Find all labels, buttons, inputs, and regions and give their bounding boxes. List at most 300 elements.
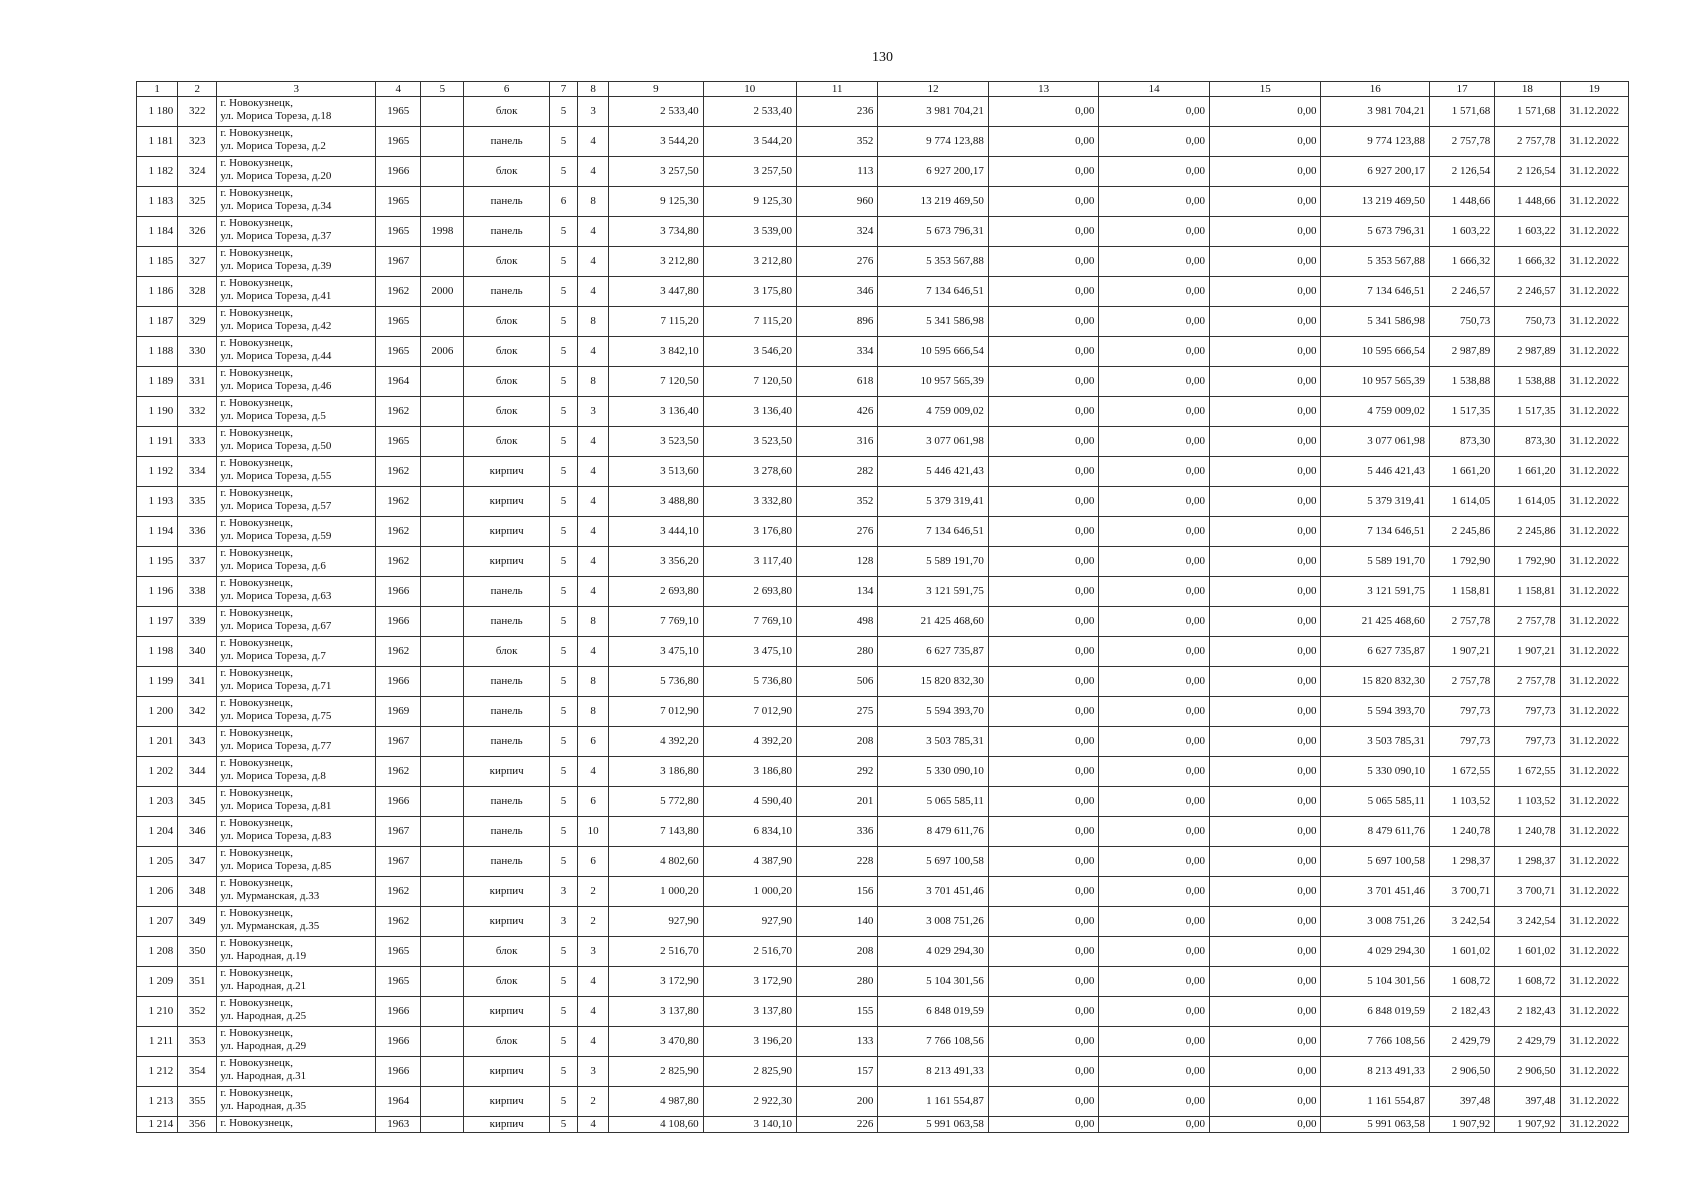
column-number-15: 15 [1209, 82, 1321, 97]
cell-col-15: 0,00 [1209, 637, 1321, 667]
cell-col-15: 0,00 [1209, 1117, 1321, 1133]
cell-col-1: 1 187 [137, 307, 178, 337]
table-row [137, 187, 1629, 217]
cell-col-9: 4 392,20 [609, 727, 703, 757]
cell-col-11: 113 [797, 157, 878, 187]
cell-col-7: 5 [549, 397, 577, 427]
cell-col-19: 31.12.2022 [1560, 937, 1628, 967]
cell-col-18: 1 608,72 [1495, 967, 1560, 997]
cell-col-10: 927,90 [703, 907, 796, 937]
cell-col-6: кирпич [464, 1057, 549, 1087]
cell-col-6: блок [464, 247, 549, 277]
cell-col-7: 5 [549, 937, 577, 967]
cell-col-3: г. Новокузнецк, [217, 1117, 376, 1133]
cell-col-7: 5 [549, 577, 577, 607]
cell-col-13: 0,00 [988, 217, 1099, 247]
cell-col-5 [421, 1027, 464, 1057]
cell-col-18: 2 126,54 [1495, 157, 1560, 187]
cell-col-7: 5 [549, 667, 577, 697]
cell-col-10: 3 136,40 [703, 397, 796, 427]
cell-col-16: 5 991 063,58 [1321, 1117, 1430, 1133]
cell-col-13: 0,00 [988, 547, 1099, 577]
cell-col-11: 134 [797, 577, 878, 607]
cell-col-6: блок [464, 427, 549, 457]
column-number-7: 7 [549, 82, 577, 97]
cell-col-12: 3 503 785,31 [878, 727, 989, 757]
cell-col-1: 1 206 [137, 877, 178, 907]
cell-col-10: 2 516,70 [703, 937, 796, 967]
cell-col-8: 4 [578, 217, 609, 247]
table-row [137, 367, 1629, 397]
cell-col-4: 1964 [376, 367, 421, 397]
cell-col-7: 5 [549, 997, 577, 1027]
cell-col-5 [421, 937, 464, 967]
cell-col-6: блок [464, 307, 549, 337]
cell-col-18: 1 614,05 [1495, 487, 1560, 517]
cell-col-13: 0,00 [988, 697, 1099, 727]
cell-col-2: 351 [178, 967, 217, 997]
cell-col-7: 5 [549, 727, 577, 757]
cell-col-12: 5 341 586,98 [878, 307, 989, 337]
cell-col-5 [421, 1057, 464, 1087]
cell-col-18: 1 448,66 [1495, 187, 1560, 217]
cell-col-9: 7 012,90 [609, 697, 703, 727]
cell-col-11: 324 [797, 217, 878, 247]
cell-col-12: 5 065 585,11 [878, 787, 989, 817]
cell-col-7: 5 [549, 847, 577, 877]
cell-col-8: 8 [578, 667, 609, 697]
cell-col-11: 334 [797, 337, 878, 367]
column-number-16: 16 [1321, 82, 1430, 97]
cell-col-14: 0,00 [1099, 1027, 1210, 1057]
cell-col-13: 0,00 [988, 907, 1099, 937]
cell-col-14: 0,00 [1099, 817, 1210, 847]
table-row [137, 247, 1629, 277]
cell-col-4: 1965 [376, 967, 421, 997]
cell-col-18: 750,73 [1495, 307, 1560, 337]
cell-col-4: 1962 [376, 397, 421, 427]
cell-col-7: 5 [549, 1117, 577, 1133]
table-row [137, 517, 1629, 547]
cell-col-6: блок [464, 937, 549, 967]
cell-col-19: 31.12.2022 [1560, 247, 1628, 277]
cell-col-8: 8 [578, 607, 609, 637]
cell-col-14: 0,00 [1099, 487, 1210, 517]
cell-col-3: г. Новокузнецк, ул. Народная, д.19 [217, 937, 376, 967]
cell-col-8: 8 [578, 367, 609, 397]
cell-col-18: 873,30 [1495, 427, 1560, 457]
table-row [137, 727, 1629, 757]
cell-col-2: 324 [178, 157, 217, 187]
cell-col-5 [421, 787, 464, 817]
cell-col-17: 1 158,81 [1429, 577, 1494, 607]
cell-col-10: 2 922,30 [703, 1087, 796, 1117]
cell-col-18: 2 245,86 [1495, 517, 1560, 547]
cell-col-13: 0,00 [988, 427, 1099, 457]
cell-col-12: 5 589 191,70 [878, 547, 989, 577]
table-row [137, 427, 1629, 457]
cell-col-17: 1 661,20 [1429, 457, 1494, 487]
cell-col-19: 31.12.2022 [1560, 127, 1628, 157]
cell-col-17: 2 757,78 [1429, 127, 1494, 157]
cell-col-3: г. Новокузнецк, ул. Мориса Тореза, д.5 [217, 397, 376, 427]
cell-col-1: 1 204 [137, 817, 178, 847]
cell-col-11: 282 [797, 457, 878, 487]
cell-col-10: 3 475,10 [703, 637, 796, 667]
cell-col-17: 2 245,86 [1429, 517, 1494, 547]
cell-col-6: кирпич [464, 1117, 549, 1133]
cell-col-2: 348 [178, 877, 217, 907]
cell-col-16: 3 121 591,75 [1321, 577, 1430, 607]
table-row [137, 577, 1629, 607]
cell-col-13: 0,00 [988, 247, 1099, 277]
cell-col-4: 1962 [376, 757, 421, 787]
cell-col-7: 5 [549, 97, 577, 127]
cell-col-17: 2 126,54 [1429, 157, 1494, 187]
cell-col-4: 1962 [376, 517, 421, 547]
cell-col-4: 1965 [376, 127, 421, 157]
cell-col-8: 4 [578, 757, 609, 787]
cell-col-3: г. Новокузнецк, ул. Мориса Тореза, д.41 [217, 277, 376, 307]
cell-col-18: 1 158,81 [1495, 577, 1560, 607]
cell-col-13: 0,00 [988, 517, 1099, 547]
cell-col-14: 0,00 [1099, 1057, 1210, 1087]
cell-col-7: 5 [549, 337, 577, 367]
cell-col-14: 0,00 [1099, 157, 1210, 187]
column-number-11: 11 [797, 82, 878, 97]
cell-col-2: 338 [178, 577, 217, 607]
table-row [137, 697, 1629, 727]
cell-col-7: 5 [549, 217, 577, 247]
cell-col-15: 0,00 [1209, 247, 1321, 277]
cell-col-8: 6 [578, 847, 609, 877]
cell-col-18: 797,73 [1495, 727, 1560, 757]
cell-col-19: 31.12.2022 [1560, 577, 1628, 607]
cell-col-17: 1 614,05 [1429, 487, 1494, 517]
cell-col-13: 0,00 [988, 277, 1099, 307]
cell-col-18: 2 757,78 [1495, 667, 1560, 697]
cell-col-3: г. Новокузнецк, ул. Мурманская, д.33 [217, 877, 376, 907]
cell-col-15: 0,00 [1209, 187, 1321, 217]
cell-col-16: 6 627 735,87 [1321, 637, 1430, 667]
cell-col-16: 5 379 319,41 [1321, 487, 1430, 517]
cell-col-7: 5 [549, 967, 577, 997]
cell-col-7: 5 [549, 1027, 577, 1057]
cell-col-6: панель [464, 817, 549, 847]
cell-col-5 [421, 307, 464, 337]
cell-col-18: 1 571,68 [1495, 97, 1560, 127]
cell-col-5 [421, 187, 464, 217]
cell-col-3: г. Новокузнецк, ул. Народная, д.21 [217, 967, 376, 997]
cell-col-9: 927,90 [609, 907, 703, 937]
cell-col-10: 7 120,50 [703, 367, 796, 397]
cell-col-14: 0,00 [1099, 757, 1210, 787]
cell-col-6: панель [464, 847, 549, 877]
cell-col-16: 3 008 751,26 [1321, 907, 1430, 937]
column-number-4: 4 [376, 82, 421, 97]
cell-col-17: 1 448,66 [1429, 187, 1494, 217]
cell-col-14: 0,00 [1099, 877, 1210, 907]
cell-col-11: 200 [797, 1087, 878, 1117]
cell-col-3: г. Новокузнецк, ул. Мориса Тореза, д.18 [217, 97, 376, 127]
cell-col-19: 31.12.2022 [1560, 397, 1628, 427]
cell-col-7: 5 [549, 157, 577, 187]
cell-col-3: г. Новокузнецк, ул. Мориса Тореза, д.59 [217, 517, 376, 547]
cell-col-10: 7 769,10 [703, 607, 796, 637]
cell-col-9: 3 356,20 [609, 547, 703, 577]
cell-col-2: 354 [178, 1057, 217, 1087]
cell-col-12: 8 213 491,33 [878, 1057, 989, 1087]
cell-col-5 [421, 367, 464, 397]
column-number-12: 12 [878, 82, 989, 97]
cell-col-10: 3 186,80 [703, 757, 796, 787]
cell-col-2: 341 [178, 667, 217, 697]
cell-col-9: 2 516,70 [609, 937, 703, 967]
cell-col-7: 5 [549, 697, 577, 727]
cell-col-1: 1 205 [137, 847, 178, 877]
table-row [137, 637, 1629, 667]
cell-col-6: блок [464, 1027, 549, 1057]
cell-col-15: 0,00 [1209, 1027, 1321, 1057]
cell-col-19: 31.12.2022 [1560, 1117, 1628, 1133]
cell-col-6: кирпич [464, 547, 549, 577]
cell-col-2: 325 [178, 187, 217, 217]
cell-col-9: 4 987,80 [609, 1087, 703, 1117]
cell-col-3: г. Новокузнецк, ул. Мориса Тореза, д.75 [217, 697, 376, 727]
cell-col-18: 1 517,35 [1495, 397, 1560, 427]
cell-col-19: 31.12.2022 [1560, 457, 1628, 487]
cell-col-10: 3 212,80 [703, 247, 796, 277]
cell-col-4: 1962 [376, 457, 421, 487]
cell-col-17: 1 103,52 [1429, 787, 1494, 817]
table-row [137, 757, 1629, 787]
cell-col-8: 8 [578, 307, 609, 337]
cell-col-3: г. Новокузнецк, ул. Мориса Тореза, д.50 [217, 427, 376, 457]
cell-col-12: 15 820 832,30 [878, 667, 989, 697]
column-number-5: 5 [421, 82, 464, 97]
cell-col-3: г. Новокузнецк, ул. Мориса Тореза, д.63 [217, 577, 376, 607]
cell-col-2: 332 [178, 397, 217, 427]
cell-col-6: блок [464, 97, 549, 127]
cell-col-1: 1 212 [137, 1057, 178, 1087]
cell-col-13: 0,00 [988, 667, 1099, 697]
cell-col-5 [421, 697, 464, 727]
table-row [137, 817, 1629, 847]
cell-col-19: 31.12.2022 [1560, 1057, 1628, 1087]
column-number-row [137, 82, 1629, 97]
cell-col-19: 31.12.2022 [1560, 427, 1628, 457]
column-number-19: 19 [1560, 82, 1628, 97]
cell-col-6: панель [464, 727, 549, 757]
cell-col-8: 4 [578, 337, 609, 367]
cell-col-1: 1 207 [137, 907, 178, 937]
cell-col-14: 0,00 [1099, 127, 1210, 157]
cell-col-14: 0,00 [1099, 607, 1210, 637]
cell-col-13: 0,00 [988, 187, 1099, 217]
cell-col-16: 3 981 704,21 [1321, 97, 1430, 127]
cell-col-4: 1966 [376, 1057, 421, 1087]
table-row [137, 787, 1629, 817]
cell-col-14: 0,00 [1099, 847, 1210, 877]
cell-col-5 [421, 607, 464, 637]
cell-col-9: 3 136,40 [609, 397, 703, 427]
cell-col-17: 797,73 [1429, 727, 1494, 757]
cell-col-12: 5 353 567,88 [878, 247, 989, 277]
column-number-6: 6 [464, 82, 549, 97]
cell-col-10: 3 544,20 [703, 127, 796, 157]
cell-col-17: 750,73 [1429, 307, 1494, 337]
cell-col-10: 3 546,20 [703, 337, 796, 367]
cell-col-18: 2 906,50 [1495, 1057, 1560, 1087]
cell-col-11: 228 [797, 847, 878, 877]
cell-col-16: 4 759 009,02 [1321, 397, 1430, 427]
cell-col-18: 397,48 [1495, 1087, 1560, 1117]
cell-col-14: 0,00 [1099, 1087, 1210, 1117]
cell-col-19: 31.12.2022 [1560, 607, 1628, 637]
cell-col-8: 4 [578, 247, 609, 277]
cell-col-16: 5 104 301,56 [1321, 967, 1430, 997]
cell-col-7: 5 [549, 127, 577, 157]
cell-col-15: 0,00 [1209, 757, 1321, 787]
cell-col-9: 7 115,20 [609, 307, 703, 337]
cell-col-10: 7 012,90 [703, 697, 796, 727]
cell-col-5 [421, 877, 464, 907]
cell-col-9: 7 143,80 [609, 817, 703, 847]
cell-col-12: 8 479 611,76 [878, 817, 989, 847]
cell-col-14: 0,00 [1099, 667, 1210, 697]
cell-col-11: 128 [797, 547, 878, 577]
cell-col-13: 0,00 [988, 157, 1099, 187]
cell-col-18: 2 757,78 [1495, 607, 1560, 637]
cell-col-9: 3 544,20 [609, 127, 703, 157]
cell-col-18: 1 661,20 [1495, 457, 1560, 487]
cell-col-2: 336 [178, 517, 217, 547]
cell-col-5 [421, 517, 464, 547]
cell-col-17: 2 182,43 [1429, 997, 1494, 1027]
cell-col-1: 1 198 [137, 637, 178, 667]
cell-col-3: г. Новокузнецк, ул. Мориса Тореза, д.8 [217, 757, 376, 787]
table-row [137, 607, 1629, 637]
cell-col-2: 346 [178, 817, 217, 847]
cell-col-9: 3 257,50 [609, 157, 703, 187]
cell-col-5: 2000 [421, 277, 464, 307]
cell-col-3: г. Новокузнецк, ул. Мориса Тореза, д.71 [217, 667, 376, 697]
cell-col-13: 0,00 [988, 127, 1099, 157]
cell-col-10: 3 539,00 [703, 217, 796, 247]
cell-col-2: 344 [178, 757, 217, 787]
cell-col-6: панель [464, 187, 549, 217]
cell-col-11: 280 [797, 967, 878, 997]
cell-col-19: 31.12.2022 [1560, 667, 1628, 697]
cell-col-2: 335 [178, 487, 217, 517]
table-row [137, 547, 1629, 577]
cell-col-14: 0,00 [1099, 337, 1210, 367]
column-number-10: 10 [703, 82, 796, 97]
cell-col-8: 3 [578, 937, 609, 967]
cell-col-5 [421, 427, 464, 457]
cell-col-10: 4 387,90 [703, 847, 796, 877]
cell-col-15: 0,00 [1209, 277, 1321, 307]
cell-col-8: 4 [578, 547, 609, 577]
cell-col-4: 1969 [376, 697, 421, 727]
table-row [137, 667, 1629, 697]
cell-col-5 [421, 1117, 464, 1133]
cell-col-12: 4 029 294,30 [878, 937, 989, 967]
table-row [137, 907, 1629, 937]
cell-col-13: 0,00 [988, 1057, 1099, 1087]
cell-col-9: 3 734,80 [609, 217, 703, 247]
cell-col-12: 21 425 468,60 [878, 607, 989, 637]
cell-col-4: 1962 [376, 637, 421, 667]
table-row [137, 1057, 1629, 1087]
cell-col-15: 0,00 [1209, 427, 1321, 457]
cell-col-8: 4 [578, 1027, 609, 1057]
cell-col-18: 1 907,92 [1495, 1117, 1560, 1133]
cell-col-7: 5 [549, 607, 577, 637]
cell-col-9: 9 125,30 [609, 187, 703, 217]
cell-col-4: 1966 [376, 1027, 421, 1057]
cell-col-3: г. Новокузнецк, ул. Мориса Тореза, д.85 [217, 847, 376, 877]
cell-col-17: 2 757,78 [1429, 667, 1494, 697]
cell-col-14: 0,00 [1099, 697, 1210, 727]
cell-col-1: 1 213 [137, 1087, 178, 1117]
cell-col-11: 498 [797, 607, 878, 637]
cell-col-12: 7 134 646,51 [878, 277, 989, 307]
cell-col-17: 1 672,55 [1429, 757, 1494, 787]
cell-col-19: 31.12.2022 [1560, 697, 1628, 727]
table-row [137, 127, 1629, 157]
cell-col-19: 31.12.2022 [1560, 367, 1628, 397]
cell-col-7: 5 [549, 277, 577, 307]
cell-col-6: панель [464, 697, 549, 727]
column-number-17: 17 [1429, 82, 1494, 97]
cell-col-9: 2 693,80 [609, 577, 703, 607]
cell-col-13: 0,00 [988, 487, 1099, 517]
cell-col-4: 1966 [376, 577, 421, 607]
table-row [137, 877, 1629, 907]
cell-col-15: 0,00 [1209, 367, 1321, 397]
cell-col-15: 0,00 [1209, 547, 1321, 577]
cell-col-17: 2 757,78 [1429, 607, 1494, 637]
cell-col-7: 5 [549, 757, 577, 787]
cell-col-13: 0,00 [988, 847, 1099, 877]
cell-col-6: панель [464, 577, 549, 607]
column-number-9: 9 [609, 82, 703, 97]
cell-col-11: 236 [797, 97, 878, 127]
cell-col-1: 1 191 [137, 427, 178, 457]
cell-col-19: 31.12.2022 [1560, 187, 1628, 217]
cell-col-9: 4 802,60 [609, 847, 703, 877]
cell-col-1: 1 196 [137, 577, 178, 607]
cell-col-16: 5 446 421,43 [1321, 457, 1430, 487]
cell-col-18: 2 757,78 [1495, 127, 1560, 157]
cell-col-10: 6 834,10 [703, 817, 796, 847]
cell-col-18: 1 666,32 [1495, 247, 1560, 277]
cell-col-19: 31.12.2022 [1560, 277, 1628, 307]
cell-col-10: 3 257,50 [703, 157, 796, 187]
cell-col-5 [421, 487, 464, 517]
cell-col-16: 5 065 585,11 [1321, 787, 1430, 817]
cell-col-2: 342 [178, 697, 217, 727]
cell-col-19: 31.12.2022 [1560, 337, 1628, 367]
cell-col-11: 276 [797, 247, 878, 277]
cell-col-16: 7 134 646,51 [1321, 517, 1430, 547]
cell-col-6: кирпич [464, 757, 549, 787]
cell-col-16: 4 029 294,30 [1321, 937, 1430, 967]
cell-col-8: 4 [578, 427, 609, 457]
cell-col-12: 6 848 019,59 [878, 997, 989, 1027]
cell-col-14: 0,00 [1099, 997, 1210, 1027]
